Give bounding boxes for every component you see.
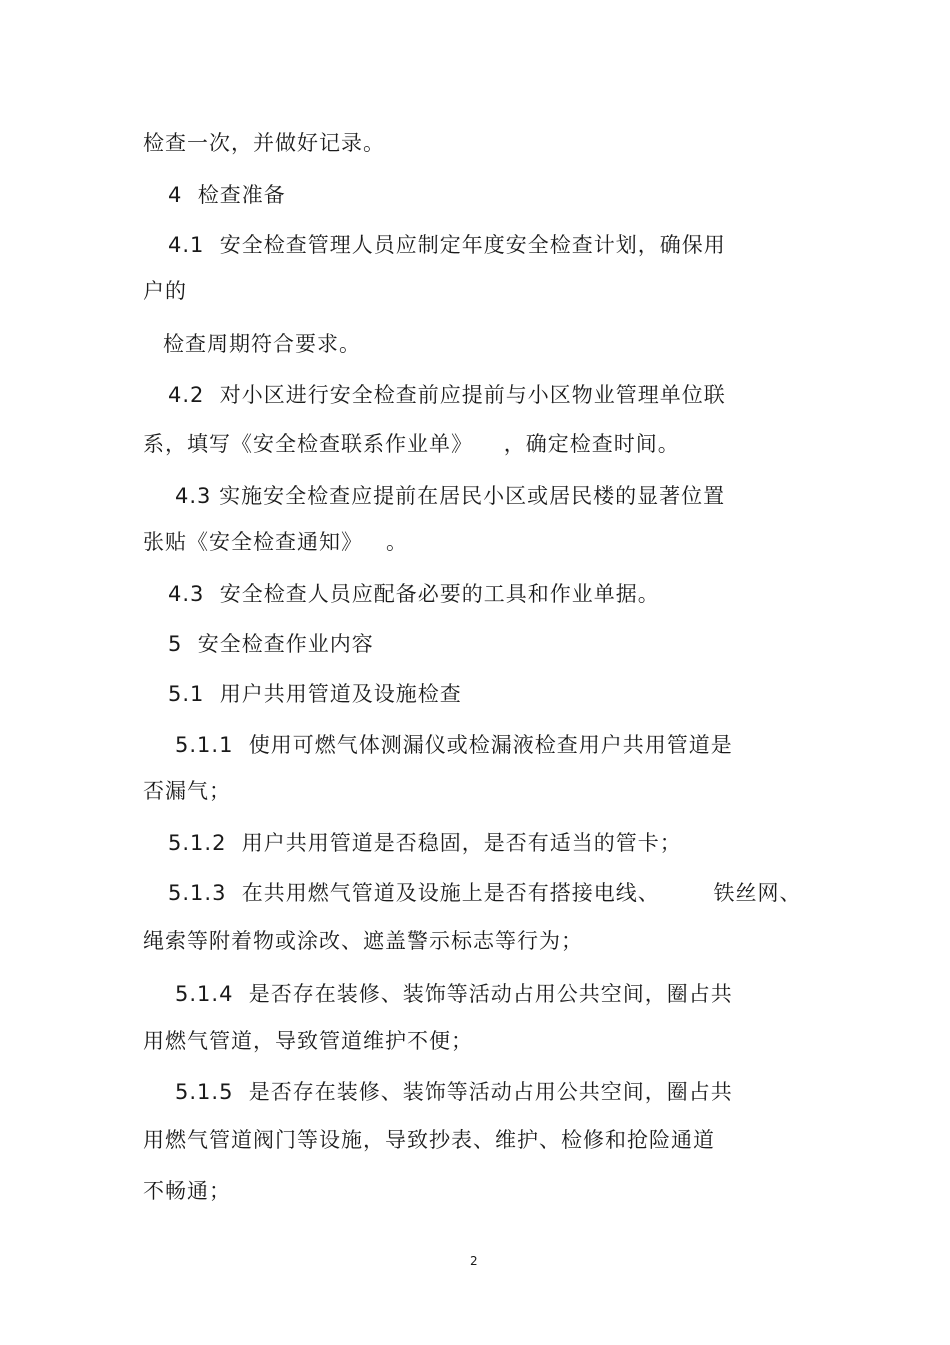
text-line: 4.1 安全检查管理人员应制定年度安全检查计划，确保用: [168, 233, 726, 257]
text-line: 5.1.4 是否存在装修、装饰等活动占用公共空间，圈占共: [175, 982, 733, 1006]
text-line: 用燃气管道阀门等设施，导致抄表、维护、检修和抢险通道: [143, 1128, 715, 1152]
text-line: 不畅通；: [143, 1179, 231, 1203]
text-line: 4.3 实施安全检查应提前在居民小区或居民楼的显著位置: [175, 484, 726, 508]
text-line: 5.1.5 是否存在装修、装饰等活动占用公共空间，圈占共: [175, 1080, 733, 1104]
text-line: 系，填写《安全检查联系作业单》 ，确定检查时间。: [143, 432, 680, 456]
text-line: 检查一次，并做好记录。: [143, 131, 385, 155]
text-line: 户的: [143, 279, 187, 303]
text-line: 4.3 安全检查人员应配备必要的工具和作业单据。: [168, 582, 660, 606]
text-line: 5.1.3 在共用燃气管道及设施上是否有搭接电线、 铁丝网、: [168, 881, 802, 905]
text-line: 4.2 对小区进行安全检查前应提前与小区物业管理单位联: [168, 383, 726, 407]
text-line: 5.1.1 使用可燃气体测漏仪或检漏液检查用户共用管道是: [175, 733, 733, 757]
page-number: 2: [470, 1254, 478, 1268]
subsection-heading: 5.1 用户共用管道及设施检查: [168, 682, 462, 706]
text-line: 否漏气；: [143, 779, 231, 803]
text-line: 用燃气管道，导致管道维护不便；: [143, 1029, 473, 1053]
text-line: 张贴《安全检查通知》 。: [143, 530, 409, 554]
text-line: 检查周期符合要求。: [163, 332, 361, 356]
section-heading: 5 安全检查作业内容: [168, 632, 374, 656]
text-line: 绳索等附着物或涂改、遮盖警示标志等行为；: [143, 929, 583, 953]
text-line: 5.1.2 用户共用管道是否稳固，是否有适当的管卡；: [168, 831, 682, 855]
section-heading: 4 检查准备: [168, 183, 286, 207]
